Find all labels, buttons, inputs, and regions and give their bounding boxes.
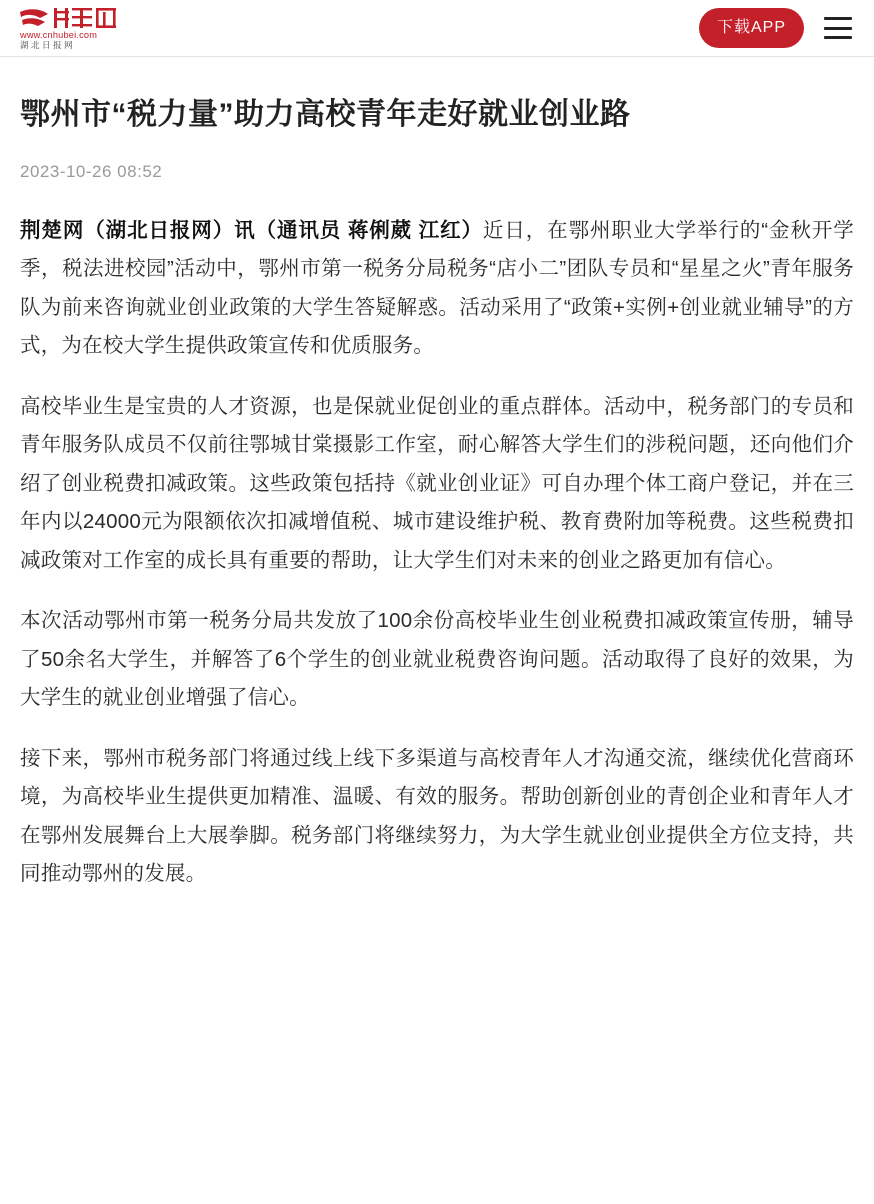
article-lead-text: 近日，在鄂州职业大学举行的“金秋开学季，税法进校园”活动中，鄂州市第一税务分局税务“店小二”团队专员和“星星之火”青年服务队为前来咨询就业创业政策的大学生答疑解惑。活动采用了“政策+实例+创业就业辅导”的方式，为在校大学生提供政策宣传和优质服务。 xyxy=(20,218,854,358)
page-title: 鄂州市“税力量”助力高校青年走好就业创业路 xyxy=(20,98,631,131)
cnhubei-logo-icon xyxy=(18,6,136,50)
article-paragraph: 接下来，鄂州市税务部门将通过线上线下多渠道与高校青年人才沟通交流，继续优化营商环境，为高校毕业生提供更加精准、温暖、有效的服务。帮助创新创业的青创企业和青年人才在鄂州发展舞台上大展拳脚。税务部门将继续努力，为大学生就业创业提供全方位支持，共同推动鄂州的发展。 xyxy=(20,746,854,886)
hamburger-menu-icon[interactable] xyxy=(824,17,852,39)
header-actions xyxy=(699,8,856,48)
article-paragraph: 本次活动鄂州市第一税务分局共发放了100余份高校毕业生创业税费扣减政策宣传册，辅导了50余名大学生，并解答了6个学生的创业就业税费咨询问题。活动取得了良好的效果，为大学生的就业创业增强了信心。 xyxy=(20,609,854,710)
download-app-button[interactable]: 下载APP xyxy=(699,8,804,48)
article-body xyxy=(20,212,854,895)
bottom-spacer xyxy=(20,916,854,976)
svg-text:湖北日报网: 湖北日报网 xyxy=(20,40,75,50)
article-container xyxy=(0,95,874,976)
menu-bar-3 xyxy=(824,36,852,39)
site-header xyxy=(0,0,874,57)
article-date: 2023-10-26 08:52 xyxy=(20,161,163,181)
menu-bar-1 xyxy=(824,17,852,20)
article-paragraph-lead xyxy=(20,212,854,366)
site-logo-link[interactable] xyxy=(18,6,136,50)
svg-text:www.cnhubei.com: www.cnhubei.com xyxy=(20,30,98,40)
article-paragraph: 高校毕业生是宝贵的人才资源，也是保就业促创业的重点群体。活动中，税务部门的专员和青年服务队成员不仅前往鄂城甘棠摄影工作室，耐心解答大学生们的涉税问题，还向他们介绍了创业税费扣减政策。这些政策包括持《就业创业证》可自办理个体工商户登记，并在三年内以24000元为限额依次扣减增值税、城市建设维护税、教育费附加等税费。这些税费扣减政策对工作室的成长具有重要的帮助，让大学生们对未来的创业之路更加有信心。 xyxy=(20,394,854,572)
article-source-line: 荆楚网（湖北日报网）讯（通讯员 蒋俐葳 江红） xyxy=(20,218,483,242)
menu-bar-2 xyxy=(824,27,852,30)
